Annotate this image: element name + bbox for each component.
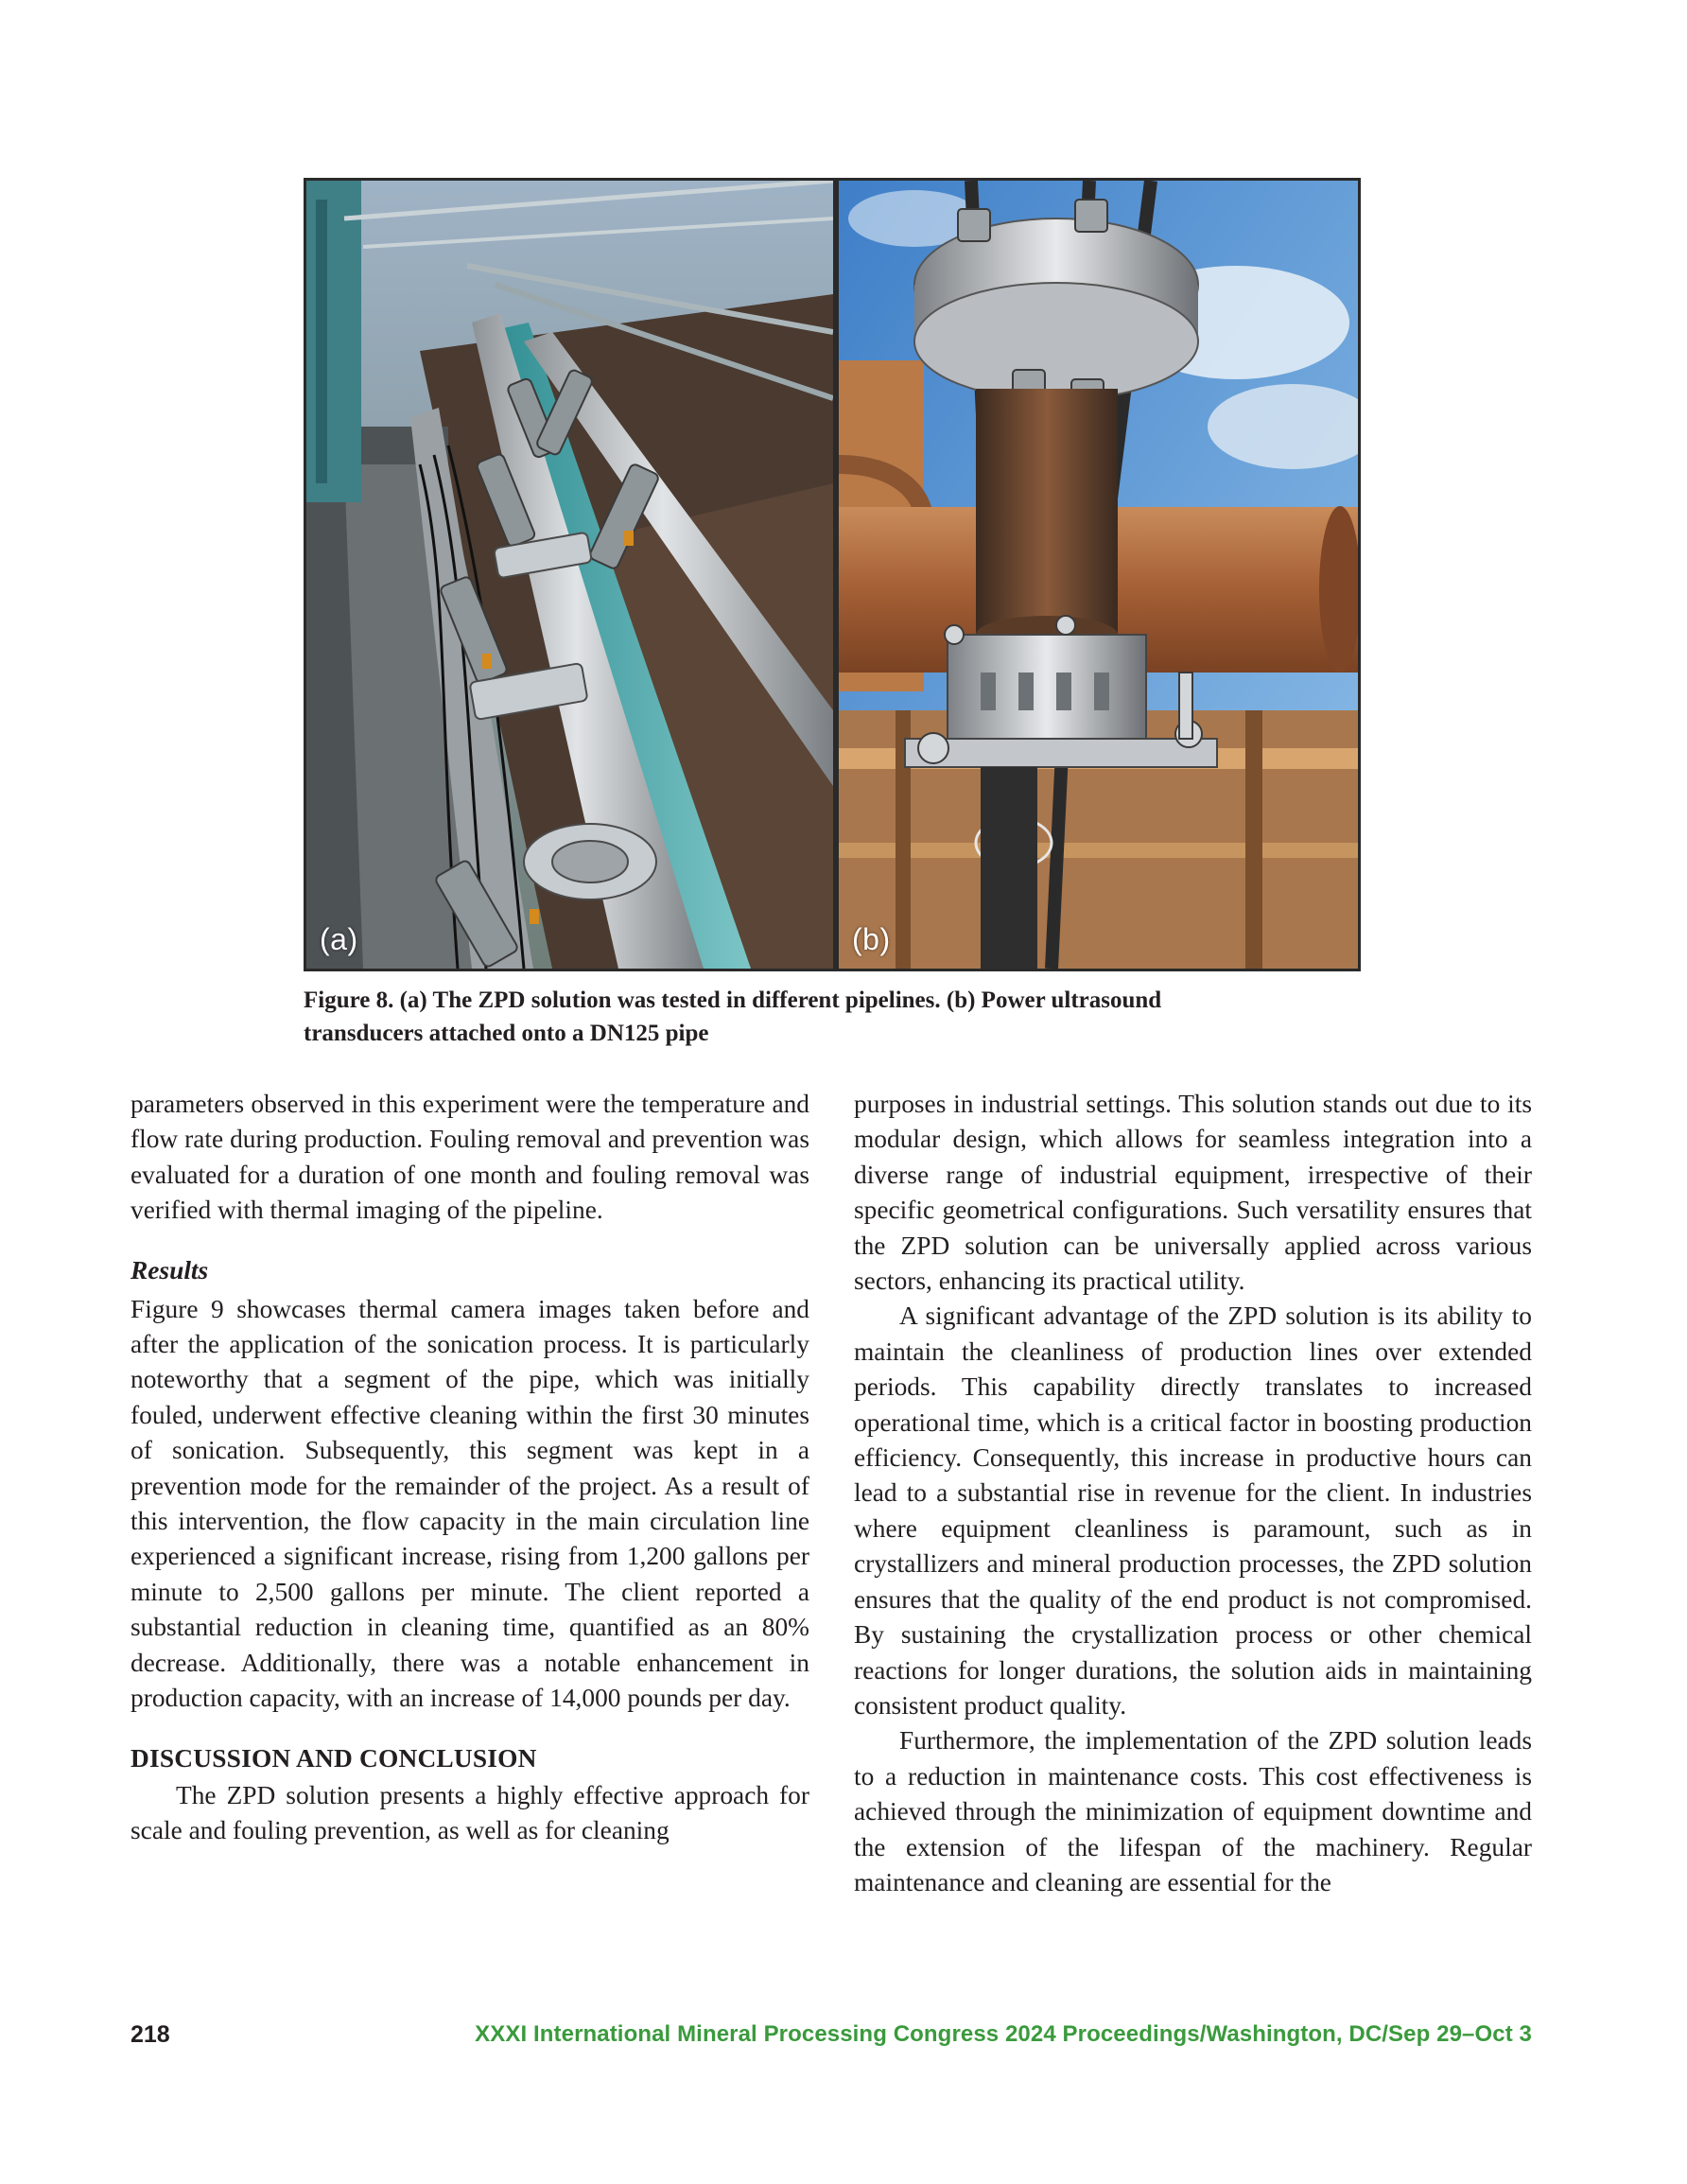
discussion-heading: DISCUSSION AND CONCLUSION [130,1743,537,1773]
figure-8 [304,178,1361,971]
right-paragraph-2: A significant advantage of the ZPD solution is its ability to maintain the cleanliness of production lines over extended periods. This capability directly translates to increased operational time, which is a critical factor in boosting production efficiency. Consequently, this increase in productive hours can lead to a substantial rise in revenue for the client. In industries where equipment cleanliness is paramount, such as in crystallizers and mineral production processes, the ZPD solution ensures that the quality of the end product is not compromised. By sustaining the crystallization process or other chemical reactions for longer durations, the solution aids in maintaining consistent product quality. [854,1302,1532,1720]
left-paragraph-3: The ZPD solution presents a highly effective approach for scale and fouling prevention, as well as for cleaning [130,1780,809,1844]
running-footer: XXXI International Mineral Processing Congress 2024 Proceedings/Washington, DC/Sep 29–Oct 3 [475,2021,1532,2047]
figure-panel-a [306,181,833,969]
transducer-photo-b [839,181,1358,969]
left-paragraph-2: Figure 9 showcases thermal camera images taken before and after the application of the sonication process. It is particularly noteworthy that a segment of the pipe, which was initially fouled, underwent effective cleaning within the first 30 minutes of sonication. Subsequently, this segment was kept in a prevention mode for the remainder of the project. As a result of this intervention, the flow capacity in the main circulation line experienced a significant increase, rising from 1,200 gallons per minute to 2,500 gallons per minute. The client reported a substantial reduction in cleaning time, quantified as an 80% decrease. Additionally, there was a notable enhancement in production capacity, with an increase of 14,000 pounds per day. [130,1294,809,1713]
right-paragraph-3: Furthermore, the implementation of the ZPD solution leads to a reduction in maintenance costs. This cost effectiveness is achieved through the minimization of equipment downtime and the extension of the lifespan of the machinery. Regular maintenance and cleaning are essential for the [854,1726,1532,1896]
caption-line-2: transducers attached onto a DN125 pipe [304,1021,709,1046]
panel-b-label: (b) [852,922,891,956]
pipeline-photo-a [306,181,833,969]
figure-caption [304,984,1363,1050]
page-number: 218 [130,2021,170,2048]
right-paragraph-1: purposes in industrial settings. This solution stands out due to its modular design, which allows for seamless integration into a diverse range of industrial equipment, irrespective of their specific geometrical configurations. Such versatility ensures that the ZPD solution can be universally applied across various sectors, enhancing its practical utility. [854,1090,1532,1296]
results-heading: Results [130,1255,209,1284]
caption-line-1: Figure 8. (a) The ZPD solution was tested in different pipelines. (b) Power ultrasound [304,987,1162,1013]
right-column [854,1087,1532,1900]
panel-a-label: (a) [320,922,358,956]
figure-panel-b [839,181,1358,969]
left-paragraph-1: parameters observed in this experiment were the temperature and flow rate during production. Fouling removal and prevention was evaluated for a duration of one month and fouling removal was verified with thermal imaging of the pipeline. [130,1090,809,1225]
left-column [130,1087,809,1848]
